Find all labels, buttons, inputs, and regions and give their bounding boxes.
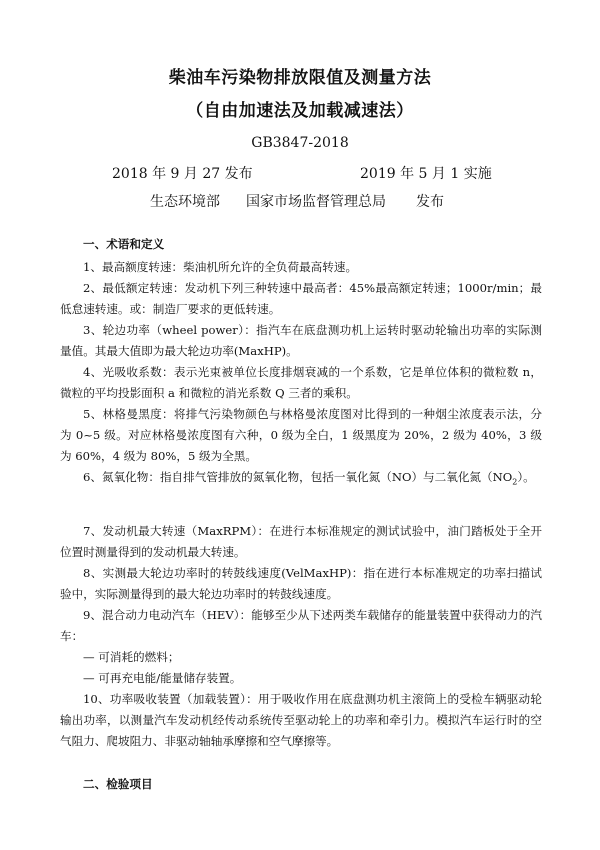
section-heading-inspection: 二、检验项目 xyxy=(83,777,153,791)
publish-date: 2018 年 9 月 27 发布 xyxy=(112,166,253,182)
term-item: 1、最高额度转速：柴油机所允许的全负荷最高转速。 xyxy=(83,260,358,274)
term-item: 8、实测最大轮边功率时的转鼓线速度(VelMaxHP)：指在进行本标准规定的功率扫描试验中，实际测量得到的最大轮边功率时的转鼓线速度。 xyxy=(60,566,542,601)
issuer-administration: 国家市场监督管理总局 xyxy=(246,194,386,210)
term-item: 2、最低额定转速：发动机下列三种转速中最高者：45%最高额定转速；1000r/min；最低怠速转速。或：制造厂要求的更低转速。 xyxy=(60,281,542,316)
term-item: 9、混合动力电动汽车（HEV）：能够至少从下述两类车载储存的能量装置中获得动力的汽车： xyxy=(60,608,542,643)
standard-number: GB3847-2018 xyxy=(251,135,349,151)
terms-block-a xyxy=(60,257,542,488)
issuer-action: 发布 xyxy=(416,194,444,210)
term-item: 3、轮边功率（wheel power）：指汽车在底盘测功机上运转时驱动轮输出功率的实际测量值。其最大值即为最大轮边功率(MaxHP)。 xyxy=(60,323,542,358)
section-heading-terms: 一、术语和定义 xyxy=(83,237,165,251)
term-item-nox: 6、氮氧化物：指自排气管排放的氮氧化物，包括一氧化氮（NO）与二氧化氮$(NO_2)$。 xyxy=(83,470,535,487)
term-item: 4、光吸收系数：表示光束被单位长度排烟衰减的一个系数，它是单位体积的微粒数 n，微粒的平均投影面积 a 和微粒的消光系数 Q 三者的乘积。 xyxy=(60,365,542,400)
term-item: 7、发动机最大转速（MaxRPM）：在进行本标准规定的测试试验中，油门踏板处于全开位置时测量得到的发动机最大转速。 xyxy=(60,524,542,559)
terms-block-b xyxy=(60,521,542,752)
effective-date: 2019 年 5 月 1 实施 xyxy=(360,166,492,182)
term-subitem: — 可消耗的燃料； xyxy=(83,650,180,664)
document-title: 柴油车污染物排放限值及测量方法 xyxy=(168,68,432,88)
term-item: 5、林格曼黑度：将排气污染物颜色与林格曼浓度图对比得到的一种烟尘浓度表示法，分为 0~5 级。对应林格曼浓度图有六种，0 级为全白，1 级黑度为 20%，2 级为 40%，3 级为 60%，4 级为 80%，5 级为全黑。 xyxy=(60,407,542,463)
issuer-ministry: 生态环境部 xyxy=(150,194,220,210)
term-item: 10、功率吸收装置（加载装置）：用于吸收作用在底盘测功机主滚筒上的受检车辆驱动轮输出功率，以测量汽车发动机经传动系统传至驱动轮上的功率和牵引力。模拟汽车运行时的空气阻力、爬坡阻力、非驱动轴轴承摩擦和空气摩擦等。 xyxy=(60,692,542,748)
term-subitem: — 可再充电能/能量储存装置。 xyxy=(83,671,242,685)
document-subtitle: （自由加速法及加载减速法） xyxy=(186,101,414,121)
